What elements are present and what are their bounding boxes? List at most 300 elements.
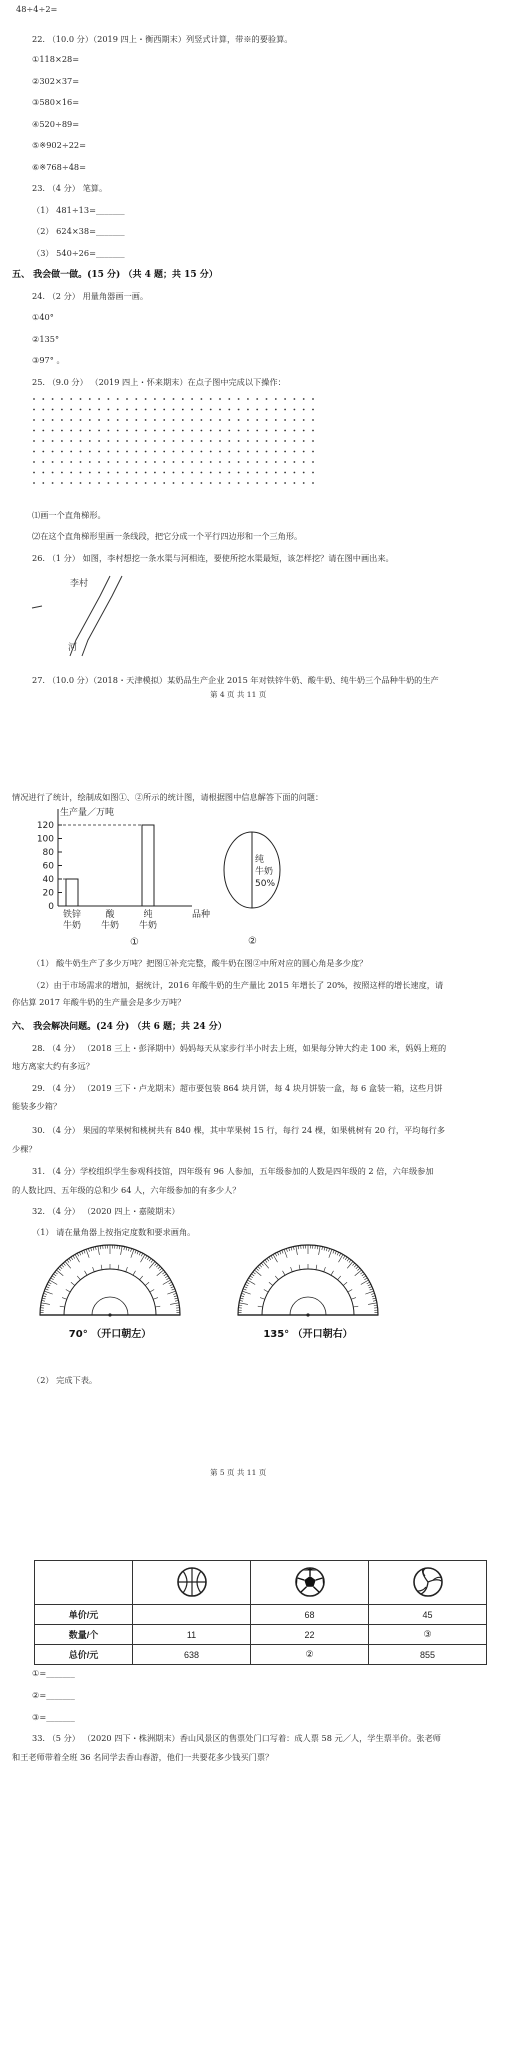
grid-dot[interactable] — [70, 472, 72, 474]
category-label: 纯 — [143, 910, 153, 920]
grid-dot[interactable] — [154, 440, 156, 442]
grid-dot[interactable] — [201, 440, 203, 442]
grid-dot[interactable] — [294, 440, 296, 442]
grid-dot[interactable] — [247, 482, 249, 484]
grid-dot[interactable] — [294, 419, 296, 421]
grid-dot[interactable] — [154, 398, 156, 400]
grid-dot[interactable] — [228, 451, 230, 453]
grid-dot[interactable] — [52, 472, 54, 474]
grid-dot[interactable] — [61, 419, 63, 421]
grid-dot[interactable] — [247, 398, 249, 400]
grid-dot[interactable] — [154, 419, 156, 421]
grid-dot[interactable] — [284, 409, 286, 411]
grid-dot[interactable] — [303, 461, 305, 463]
grid-dot[interactable] — [191, 451, 193, 453]
grid-dot[interactable] — [201, 398, 203, 400]
grid-dot[interactable] — [312, 430, 314, 432]
grid-dot[interactable] — [70, 409, 72, 411]
grid-dot[interactable] — [117, 409, 119, 411]
grid-dot[interactable] — [228, 472, 230, 474]
grid-dot[interactable] — [33, 461, 35, 463]
grid-dot[interactable] — [266, 430, 268, 432]
grid-dot[interactable] — [108, 451, 110, 453]
grid-dot[interactable] — [98, 398, 100, 400]
y-tick-label: 100 — [36, 834, 54, 845]
grid-dot[interactable] — [89, 398, 91, 400]
grid-dot[interactable] — [312, 482, 314, 484]
grid-dot[interactable] — [294, 482, 296, 484]
grid-dot[interactable] — [210, 440, 212, 442]
grid-dot[interactable] — [238, 461, 240, 463]
grid-dot[interactable] — [52, 430, 54, 432]
grid-dot[interactable] — [145, 451, 147, 453]
grid-dot[interactable] — [70, 398, 72, 400]
grid-dot[interactable] — [284, 419, 286, 421]
grid-dot[interactable] — [33, 440, 35, 442]
question-30a: 30. （4 分） 果园的苹果树和桃树共有 840 棵，其中苹果树 15 行，每行 24 棵，如果桃树有 20 行，平均每行多 — [32, 1125, 446, 1135]
grid-dot[interactable] — [294, 472, 296, 474]
grid-dot[interactable] — [145, 440, 147, 442]
grid-dot[interactable] — [154, 482, 156, 484]
grid-dot[interactable] — [228, 398, 230, 400]
grid-dot[interactable] — [210, 461, 212, 463]
grid-dot[interactable] — [126, 472, 128, 474]
grid-dot[interactable] — [117, 440, 119, 442]
grid-dot[interactable] — [163, 482, 165, 484]
grid-dot[interactable] — [126, 409, 128, 411]
grid-dot[interactable] — [145, 398, 147, 400]
grid-dot[interactable] — [312, 398, 314, 400]
grid-dot[interactable] — [42, 451, 44, 453]
grid-dot[interactable] — [42, 398, 44, 400]
grid-dot[interactable] — [126, 419, 128, 421]
grid-dot[interactable] — [256, 472, 258, 474]
grid-dot[interactable] — [303, 419, 305, 421]
grid-dot[interactable] — [303, 472, 305, 474]
grid-dot[interactable] — [312, 409, 314, 411]
grid-dot[interactable] — [117, 451, 119, 453]
grid-dot[interactable] — [284, 461, 286, 463]
grid-dot[interactable] — [294, 398, 296, 400]
grid-dot[interactable] — [145, 430, 147, 432]
grid-dot[interactable] — [266, 461, 268, 463]
grid-dot[interactable] — [163, 461, 165, 463]
grid-dot[interactable] — [210, 419, 212, 421]
grid-dot[interactable] — [163, 419, 165, 421]
grid-dot[interactable] — [303, 451, 305, 453]
grid-dot[interactable] — [80, 398, 82, 400]
grid-dot[interactable] — [191, 419, 193, 421]
grid-dot[interactable] — [42, 472, 44, 474]
grid-dot[interactable] — [80, 440, 82, 442]
grid-dot[interactable] — [98, 482, 100, 484]
grid-dot[interactable] — [256, 451, 258, 453]
grid-dot[interactable] — [210, 472, 212, 474]
grid-dot[interactable] — [80, 409, 82, 411]
grid-dot[interactable] — [52, 419, 54, 421]
grid-dot[interactable] — [61, 430, 63, 432]
grid-dot[interactable] — [52, 398, 54, 400]
grid-dot[interactable] — [135, 398, 137, 400]
grid-dot[interactable] — [219, 409, 221, 411]
grid-dot[interactable] — [238, 398, 240, 400]
grid-dot[interactable] — [191, 398, 193, 400]
grid-dot[interactable] — [173, 461, 175, 463]
grid-dot[interactable] — [80, 472, 82, 474]
grid-dot[interactable] — [98, 472, 100, 474]
grid-dot[interactable] — [312, 419, 314, 421]
grid-dot[interactable] — [256, 461, 258, 463]
grid-dot[interactable] — [219, 461, 221, 463]
grid-dot[interactable] — [275, 419, 277, 421]
grid-dot[interactable] — [228, 482, 230, 484]
grid-dot[interactable] — [247, 472, 249, 474]
protractor-center-point — [306, 1313, 309, 1316]
grid-dot[interactable] — [70, 482, 72, 484]
grid-dot[interactable] — [145, 419, 147, 421]
grid-dot[interactable] — [312, 472, 314, 474]
grid-dot[interactable] — [247, 409, 249, 411]
grid-dot[interactable] — [33, 398, 35, 400]
grid-dot[interactable] — [42, 409, 44, 411]
grid-dot[interactable] — [135, 430, 137, 432]
grid-dot[interactable] — [80, 430, 82, 432]
grid-dot[interactable] — [117, 482, 119, 484]
grid-dot[interactable] — [210, 451, 212, 453]
grid-dot[interactable] — [70, 440, 72, 442]
grid-dot[interactable] — [303, 409, 305, 411]
grid-dot[interactable] — [145, 461, 147, 463]
grid-dot[interactable] — [247, 461, 249, 463]
grid-dot[interactable] — [108, 461, 110, 463]
grid-dot[interactable] — [89, 430, 91, 432]
grid-dot[interactable] — [89, 451, 91, 453]
grid-dot[interactable] — [219, 419, 221, 421]
grid-dot[interactable] — [294, 461, 296, 463]
grid-dot[interactable] — [52, 409, 54, 411]
grid-dot[interactable] — [80, 451, 82, 453]
grid-dot[interactable] — [182, 482, 184, 484]
grid-dot[interactable] — [33, 419, 35, 421]
grid-dot[interactable] — [219, 430, 221, 432]
grid-dot[interactable] — [228, 461, 230, 463]
grid-dot[interactable] — [247, 430, 249, 432]
grid-dot[interactable] — [33, 430, 35, 432]
grid-dot[interactable] — [61, 440, 63, 442]
grid-dot[interactable] — [108, 482, 110, 484]
grid-dot[interactable] — [42, 430, 44, 432]
grid-dot[interactable] — [182, 419, 184, 421]
grid-dot[interactable] — [228, 419, 230, 421]
grid-dot[interactable] — [126, 430, 128, 432]
grid-dot[interactable] — [145, 472, 147, 474]
grid-dot[interactable] — [98, 409, 100, 411]
grid-dot[interactable] — [163, 398, 165, 400]
grid-dot[interactable] — [89, 482, 91, 484]
grid-dot[interactable] — [247, 440, 249, 442]
cell-unit-price-soccer: 68 — [251, 1605, 369, 1625]
grid-dot[interactable] — [108, 472, 110, 474]
grid-dot[interactable] — [126, 461, 128, 463]
grid-dot[interactable] — [98, 440, 100, 442]
grid-dot[interactable] — [52, 461, 54, 463]
grid-dot[interactable] — [201, 409, 203, 411]
grid-dot[interactable] — [61, 398, 63, 400]
grid-dot[interactable] — [173, 409, 175, 411]
grid-dot[interactable] — [303, 430, 305, 432]
grid-dot[interactable] — [238, 419, 240, 421]
grid-dot[interactable] — [163, 451, 165, 453]
protractor-right[interactable] — [228, 1243, 398, 1343]
grid-dot[interactable] — [191, 472, 193, 474]
grid-dot[interactable] — [52, 482, 54, 484]
grid-dot[interactable] — [182, 409, 184, 411]
grid-dot[interactable] — [275, 430, 277, 432]
grid-dot[interactable] — [42, 482, 44, 484]
answer-2[interactable]: ②=_______ — [32, 1690, 75, 1700]
grid-dot[interactable] — [89, 419, 91, 421]
grid-dot[interactable] — [163, 409, 165, 411]
grid-dot[interactable] — [173, 430, 175, 432]
grid-dot[interactable] — [154, 472, 156, 474]
grid-dot[interactable] — [238, 472, 240, 474]
grid-dot[interactable] — [228, 409, 230, 411]
grid-dot[interactable] — [247, 451, 249, 453]
grid-dot[interactable] — [182, 430, 184, 432]
grid-dot[interactable] — [266, 451, 268, 453]
grid-dot[interactable] — [108, 430, 110, 432]
grid-dot[interactable] — [117, 419, 119, 421]
grid-dot[interactable] — [284, 472, 286, 474]
grid-dot[interactable] — [201, 451, 203, 453]
grid-dot[interactable] — [275, 482, 277, 484]
grid-dot[interactable] — [210, 409, 212, 411]
protractor-caption: 135° （开口朝右） — [263, 1329, 353, 1340]
grid-dot[interactable] — [210, 482, 212, 484]
grid-dot[interactable] — [219, 451, 221, 453]
grid-dot[interactable] — [182, 451, 184, 453]
grid-dot[interactable] — [98, 430, 100, 432]
cell-quantity-soccer: 22 — [251, 1625, 369, 1645]
grid-dot[interactable] — [135, 409, 137, 411]
grid-dot[interactable] — [294, 409, 296, 411]
grid-dot[interactable] — [275, 472, 277, 474]
grid-dot[interactable] — [201, 419, 203, 421]
grid-dot[interactable] — [275, 398, 277, 400]
dot-grid[interactable] — [30, 395, 320, 490]
grid-dot[interactable] — [219, 440, 221, 442]
grid-dot[interactable] — [80, 419, 82, 421]
grid-dot[interactable] — [247, 419, 249, 421]
grid-dot[interactable] — [70, 430, 72, 432]
grid-dot[interactable] — [145, 482, 147, 484]
grid-dot[interactable] — [33, 451, 35, 453]
grid-dot[interactable] — [89, 440, 91, 442]
grid-dot[interactable] — [191, 430, 193, 432]
grid-dot[interactable] — [163, 430, 165, 432]
grid-dot[interactable] — [117, 461, 119, 463]
grid-dot[interactable] — [61, 461, 63, 463]
grid-dot[interactable] — [284, 430, 286, 432]
grid-dot[interactable] — [98, 461, 100, 463]
grid-dot[interactable] — [312, 451, 314, 453]
grid-dot[interactable] — [70, 451, 72, 453]
grid-dot[interactable] — [163, 472, 165, 474]
grid-dot[interactable] — [210, 398, 212, 400]
grid-dot[interactable] — [98, 451, 100, 453]
grid-dot[interactable] — [210, 430, 212, 432]
protractor-left[interactable] — [30, 1243, 200, 1343]
grid-dot[interactable] — [135, 461, 137, 463]
grid-dot[interactable] — [219, 472, 221, 474]
grid-dot[interactable] — [191, 409, 193, 411]
grid-dot[interactable] — [228, 430, 230, 432]
grid-dot[interactable] — [80, 482, 82, 484]
grid-dot[interactable] — [303, 482, 305, 484]
grid-dot[interactable] — [108, 419, 110, 421]
grid-dot[interactable] — [201, 482, 203, 484]
grid-dot[interactable] — [238, 409, 240, 411]
grid-dot[interactable] — [89, 461, 91, 463]
grid-dot[interactable] — [182, 440, 184, 442]
grid-dot[interactable] — [108, 409, 110, 411]
grid-dot[interactable] — [145, 409, 147, 411]
grid-dot[interactable] — [89, 472, 91, 474]
grid-dot[interactable] — [70, 461, 72, 463]
grid-dot[interactable] — [191, 440, 193, 442]
grid-dot[interactable] — [173, 472, 175, 474]
question-29b: 能装多少箱？ — [12, 1101, 62, 1111]
question-23-item-1: （1） 481÷13=_______ — [32, 205, 125, 215]
grid-dot[interactable] — [52, 451, 54, 453]
grid-dot[interactable] — [219, 482, 221, 484]
grid-dot[interactable] — [238, 440, 240, 442]
grid-dot[interactable] — [266, 440, 268, 442]
grid-dot[interactable] — [126, 451, 128, 453]
grid-dot[interactable] — [135, 482, 137, 484]
grid-dot[interactable] — [173, 440, 175, 442]
grid-dot[interactable] — [42, 419, 44, 421]
question-31a: 31. （4 分）学校组织学生参观科技馆，四年级有 96 人参加，五年级参加的人数是四年级的 2 倍，六年级参加 — [32, 1166, 434, 1176]
grid-dot[interactable] — [238, 430, 240, 432]
grid-dot[interactable] — [52, 440, 54, 442]
grid-dot[interactable] — [135, 440, 137, 442]
grid-dot[interactable] — [33, 409, 35, 411]
grid-dot[interactable] — [284, 451, 286, 453]
grid-dot[interactable] — [42, 461, 44, 463]
grid-dot[interactable] — [256, 482, 258, 484]
grid-dot[interactable] — [275, 440, 277, 442]
bar — [142, 825, 154, 906]
grid-dot[interactable] — [256, 398, 258, 400]
grid-dot[interactable] — [256, 419, 258, 421]
grid-dot[interactable] — [303, 440, 305, 442]
pie-chart — [212, 820, 302, 950]
grid-dot[interactable] — [284, 398, 286, 400]
grid-dot[interactable] — [284, 440, 286, 442]
grid-dot[interactable] — [238, 451, 240, 453]
grid-dot[interactable] — [135, 451, 137, 453]
grid-dot[interactable] — [33, 472, 35, 474]
pie-label-1: 纯 — [255, 855, 265, 865]
grid-dot[interactable] — [154, 409, 156, 411]
grid-dot[interactable] — [275, 461, 277, 463]
grid-dot[interactable] — [61, 482, 63, 484]
grid-dot[interactable] — [294, 430, 296, 432]
grid-dot[interactable] — [294, 451, 296, 453]
grid-dot[interactable] — [61, 472, 63, 474]
grid-dot[interactable] — [154, 451, 156, 453]
grid-dot[interactable] — [117, 472, 119, 474]
grid-dot[interactable] — [256, 440, 258, 442]
answer-1[interactable]: ①=_______ — [32, 1668, 75, 1678]
grid-dot[interactable] — [173, 398, 175, 400]
grid-dot[interactable] — [126, 398, 128, 400]
grid-dot[interactable] — [266, 398, 268, 400]
grid-dot[interactable] — [219, 398, 221, 400]
grid-dot[interactable] — [80, 461, 82, 463]
grid-dot[interactable] — [163, 440, 165, 442]
grid-dot[interactable] — [266, 472, 268, 474]
grid-dot[interactable] — [135, 472, 137, 474]
grid-dot[interactable] — [191, 482, 193, 484]
grid-dot[interactable] — [201, 461, 203, 463]
grid-dot[interactable] — [42, 440, 44, 442]
grid-dot[interactable] — [108, 398, 110, 400]
grid-dot[interactable] — [33, 482, 35, 484]
grid-dot[interactable] — [303, 398, 305, 400]
grid-dot[interactable] — [182, 461, 184, 463]
grid-dot[interactable] — [256, 430, 258, 432]
grid-dot[interactable] — [284, 482, 286, 484]
grid-dot[interactable] — [228, 440, 230, 442]
grid-dot[interactable] — [312, 461, 314, 463]
grid-dot[interactable] — [117, 430, 119, 432]
grid-dot[interactable] — [191, 461, 193, 463]
grid-dot[interactable] — [266, 482, 268, 484]
grid-dot[interactable] — [108, 440, 110, 442]
grid-dot[interactable] — [135, 419, 137, 421]
grid-dot[interactable] — [256, 409, 258, 411]
grid-dot[interactable] — [98, 419, 100, 421]
grid-dot[interactable] — [126, 440, 128, 442]
grid-dot[interactable] — [238, 482, 240, 484]
grid-dot[interactable] — [61, 409, 63, 411]
grid-dot[interactable] — [312, 440, 314, 442]
grid-dot[interactable] — [266, 409, 268, 411]
grid-dot[interactable] — [173, 482, 175, 484]
grid-dot[interactable] — [173, 419, 175, 421]
grid-dot[interactable] — [154, 430, 156, 432]
grid-dot[interactable] — [201, 472, 203, 474]
volleyball-cell — [369, 1561, 487, 1605]
grid-dot[interactable] — [201, 430, 203, 432]
grid-dot[interactable] — [275, 409, 277, 411]
grid-dot[interactable] — [117, 398, 119, 400]
grid-dot[interactable] — [154, 461, 156, 463]
grid-dot[interactable] — [182, 472, 184, 474]
grid-dot[interactable] — [173, 451, 175, 453]
grid-dot[interactable] — [61, 451, 63, 453]
grid-dot[interactable] — [275, 451, 277, 453]
grid-dot[interactable] — [126, 482, 128, 484]
grid-dot[interactable] — [182, 398, 184, 400]
grid-dot[interactable] — [89, 409, 91, 411]
answer-3[interactable]: ③=_______ — [32, 1712, 75, 1722]
grid-dot[interactable] — [266, 419, 268, 421]
grid-dot[interactable] — [70, 419, 72, 421]
question-23-item-3: （3） 540÷26=_______ — [32, 248, 125, 258]
